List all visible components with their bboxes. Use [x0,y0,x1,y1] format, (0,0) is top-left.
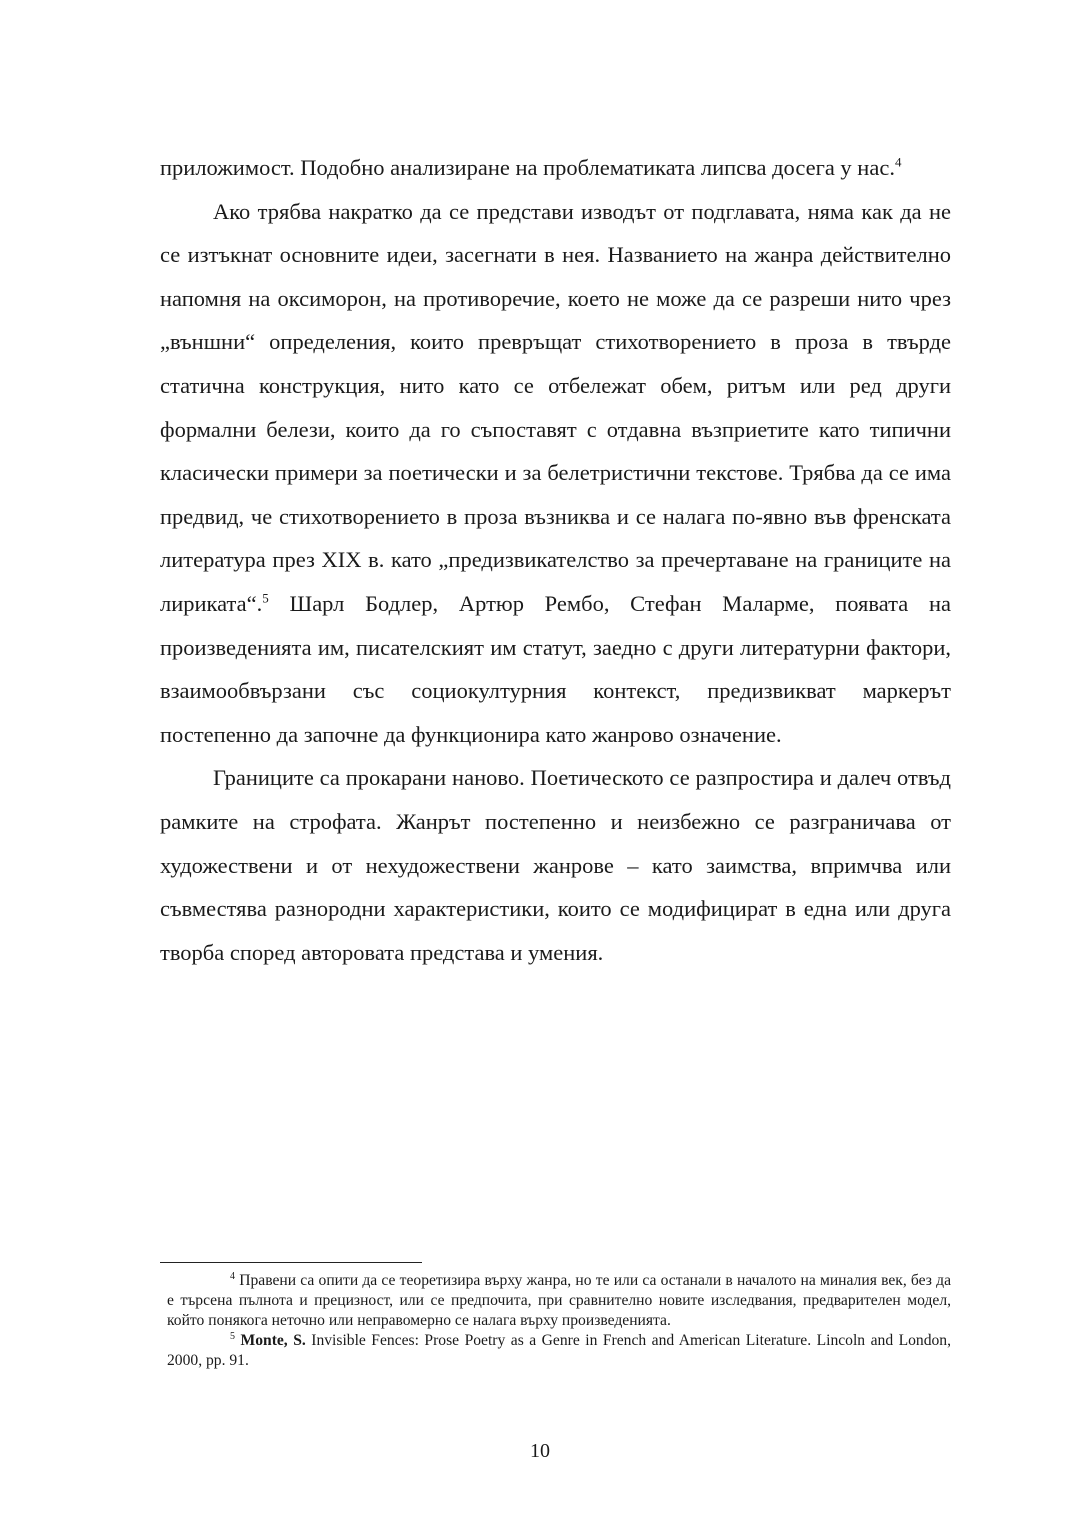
footnote-4 [167,1271,951,1331]
paragraph-1-text: приложимост. Подобно анализиране на проблематиката липсва досега у нас. [160,155,895,180]
footnote-separator [160,1262,422,1263]
footnote-5-number: 5 [230,1330,235,1342]
paragraph-2-text-a: Ако трябва накратко да се представи изводът от подглавата, няма как да не се изтъкнат основните идеи, засегнати в нея. Названието на жанра действително напомня на оксиморон, на противоречие, което не може да се разреши нито чрез „външни“ определения, които превръщат стихотворението в проза в твърде статична конструкция, нито като се отбележат обем, ритъм или ред други формални белези, които да го съпоставят с отдавна възприетите като типични класически примери за поетически и за белетристични текстове. Трябва да се има предвид, че стихотворението в проза възниква и се налага по-явно във френската литература през XIX в. като „предизвикателство за пречертаване на границите на лириката“. [160,198,951,616]
footnote-5-author: Monte, S. [240,1332,306,1349]
footnote-5 [167,1331,951,1371]
footnote-5-text: Invisible Fences: Prose Poetry as a Genre in French and American Literature. Lincoln and London, 2000, pp. 91. [167,1332,952,1369]
page-number: 10 [530,1440,550,1462]
paragraph-1 [160,146,951,190]
footnotes [167,1271,951,1371]
footnote-4-number: 4 [230,1270,235,1282]
paragraph-3 [160,756,951,974]
paragraph-2 [160,190,951,757]
footnote-ref-5[interactable]: 5 [262,590,269,606]
paragraph-2-text-b: Шарл Бодлер, Артюр Рембо, Стефан Маларме, появата на произведенията им, писателският им статут, заедно с други литературни фактори, взаимообвързани със социокултурния контекст, предизвикват маркерът постепенно да започне да функционира като жанрово означение. [160,590,951,747]
main-text [160,146,951,974]
paragraph-3-text: Границите са прокарани наново. Поетическото се разпростира и далеч отвъд рамките на строфата. Жанрът постепенно и неизбежно се разграничава от художествени и от нехудожествени жанрове – като заимства, впримчва или съвместява разнородни характеристики, които се модифицират в една или друга творба според авторовата представа и умения. [160,765,951,965]
footnote-ref-4[interactable]: 4 [894,154,902,170]
footnote-4-text: Правени са опити да се теоретизира върху жанра, но те или са останали в началото на миналия век, без да е търсена пълнота и прецизност, или се предпочита, при сравнително новите изследвания, предварителен модел, който понякога неточно или неправомерно се налага върху произведенията. [167,1272,951,1329]
